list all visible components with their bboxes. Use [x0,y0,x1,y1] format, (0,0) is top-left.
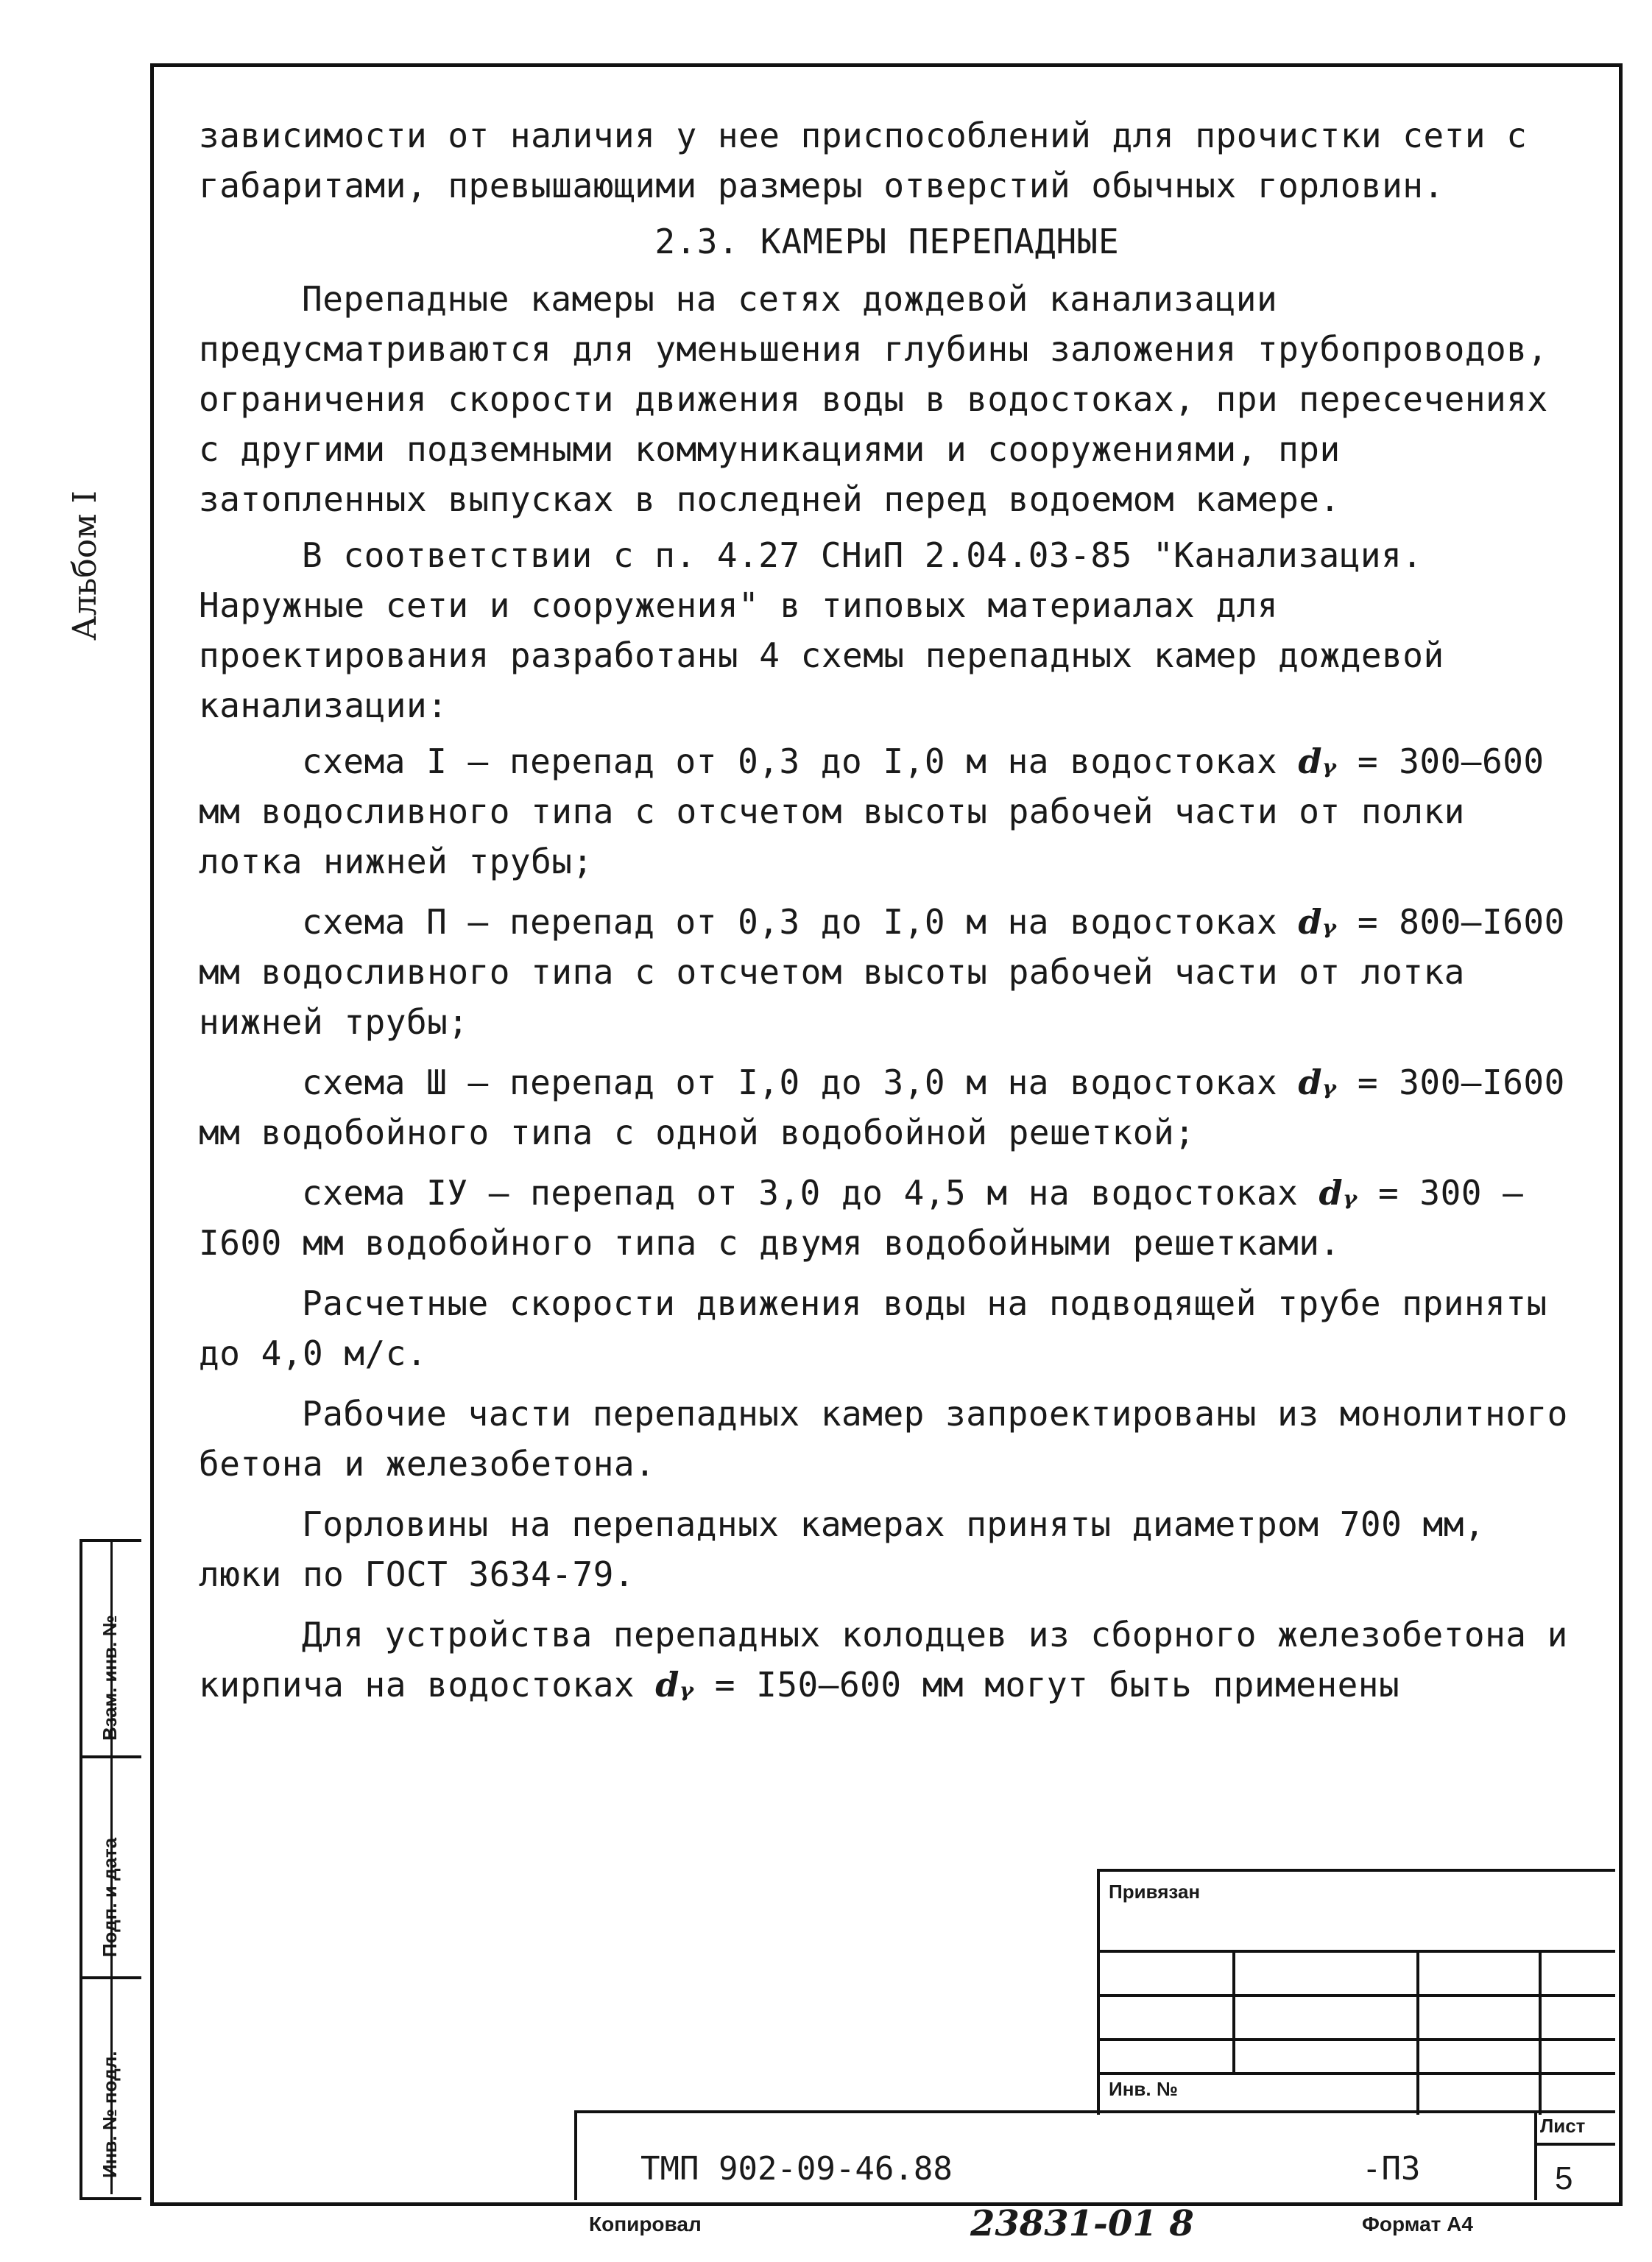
diameter-symbol: dᵧ [1298,902,1337,942]
tb-rule [1416,1950,1419,2115]
scheme-3 [199,1057,1575,1158]
stamp-label-original: Инв. № подл. [99,2051,121,2178]
document-suffix: -ПЗ [1362,2150,1421,2188]
stamp-rule [1534,2113,1537,2200]
tb-rule [1100,2072,1615,2075]
scheme-2 [199,897,1575,1047]
stamp-divider [80,1539,113,2194]
format-label: Формат А4 [1362,2213,1473,2235]
tb-rule [1539,1950,1542,2115]
tb-rule [1232,1950,1235,2072]
sheet-label: Лист [1540,2115,1586,2137]
linked-label: Привязан [1109,1881,1201,1903]
scheme-1-text: схема I – перепад от 0,3 до I,0 м на водостоках [302,741,1278,781]
scheme-3-text: схема Ш – перепад от I,0 до 3,0 м на водостоках [302,1063,1278,1102]
tb-rule [1100,1994,1615,1997]
diameter-symbol: dᵧ [655,1665,694,1705]
scheme-4 [199,1168,1575,1268]
scheme-2-range: = 800–I600 мм водосливного типа с отсчетом высоты рабочей части от лотка нижней трубы; [199,902,1565,1042]
paragraph-prefab-range: = I50–600 мм могут быть применены [714,1665,1400,1705]
scheme-4-text: схема IУ – перепад от 3,0 до 4,5 м на водостоках [302,1173,1299,1213]
scheme-1 [199,736,1575,887]
paragraph-prefab [199,1610,1575,1710]
document-code: ТМП 902-09-46.88 [640,2150,953,2188]
tb-rule [1100,1950,1615,1953]
scheme-4-range: = 300 – I600 мм водобойного типа с двумя водобойными решетками. [199,1173,1524,1263]
album-label: Альбом I [66,490,104,641]
sheet-number: 5 [1555,2160,1573,2196]
title-block [1097,1869,1615,2115]
diameter-symbol: dᵧ [1298,1063,1337,1102]
section-heading: 2.3. КАМЕРЫ ПЕРЕПАДНЫЕ [654,222,1120,261]
copied-by-label: Копировал [589,2213,702,2235]
inventory-label: Инв. № [1109,2078,1178,2100]
paragraph-continuation: зависимости от наличия у нее приспособлений для прочистки сети с габаритами, превышающими размеры отверстий обычных горловин. [199,116,1528,205]
stamp-rule [1534,2143,1615,2146]
stamp-label-signature: Подп. и дата [99,1837,121,1957]
scheme-3-range: = 300–I600 мм водобойного типа с одной водобойной решеткой; [199,1063,1565,1152]
paragraph-snip-reference: В соответствии с п. 4.27 СНиП 2.04.03-85 "Канализация. Наружные сети и сооружения" в типовых материалах для проектирования разработаны 4 схемы перепадных камер дождевой канализации: [199,535,1444,725]
archive-number: 23831-01 8 [970,2203,1194,2244]
scheme-1-range: = 300–600 мм водосливного типа с отсчетом высоты рабочей части от полки лотка нижней трубы; [199,741,1545,881]
paragraph-velocity: Расчетные скорости движения воды на подводящей трубе приняты до 4,0 м/с. [199,1283,1547,1373]
stamp-label-replacement: Взам. инв. № [99,1615,121,1741]
paragraph-prefab-text: Для устройства перепадных колодцев из сборного железобетона и кирпича на водостоках [199,1615,1568,1705]
paragraph-manholes: Горловины на перепадных камерах приняты диаметром 700 мм, люки по ГОСТ 3634-79. [199,1504,1486,1594]
scheme-2-text: схема П – перепад от 0,3 до I,0 м на водостоках [302,902,1278,942]
diameter-symbol: dᵧ [1298,741,1337,781]
tb-rule [1100,2038,1615,2041]
document-body [199,110,1575,1720]
paragraph-purpose: Перепадные камеры на сетях дождевой канализации предусматриваются для уменьшения глубины заложения трубопроводов, ограничения скорости движения воды в водостоках, при пересечениях с другими подземными коммуникациями и сооружениями, при затопленных выпусках в последней перед водоемом камере. [199,279,1548,519]
diameter-symbol: dᵧ [1319,1173,1358,1213]
paragraph-materials: Рабочие части перепадных камер запроектированы из монолитного бетона и железобетона. [199,1394,1568,1484]
